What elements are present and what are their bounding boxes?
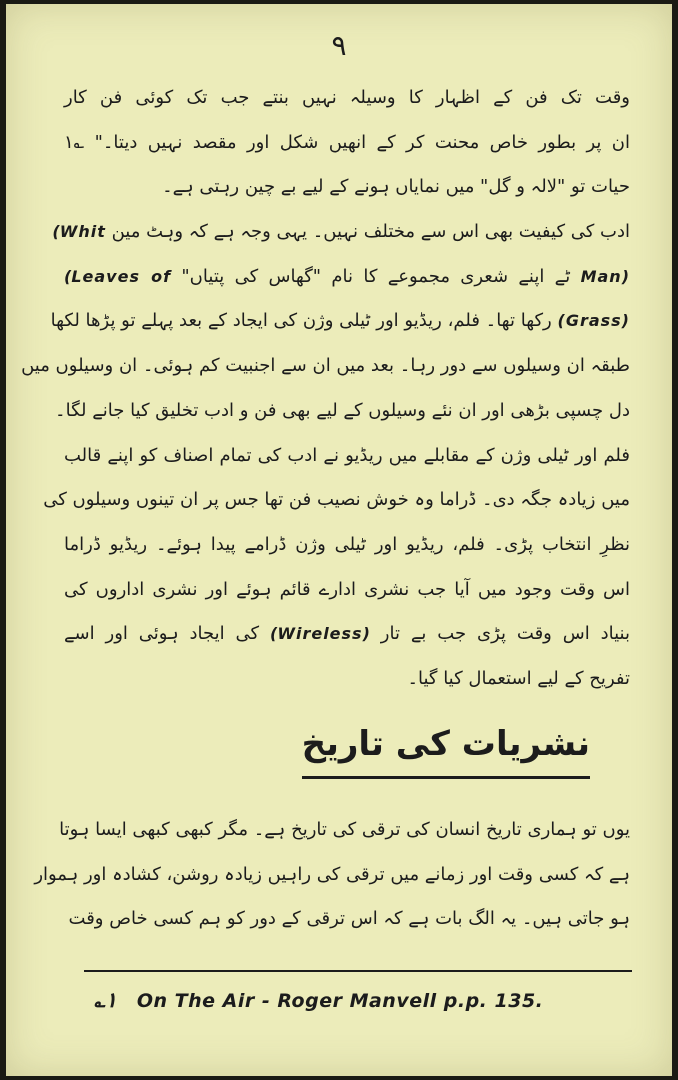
latin-text: (Whit	[52, 222, 106, 242]
text-line	[50, 299, 630, 344]
book-page	[6, 4, 672, 1076]
body-text-section	[34, 808, 630, 942]
page-number: ۹	[331, 29, 347, 62]
heading-underline	[302, 776, 590, 779]
urdu-text: رکھا تھا۔ فلم، ریڈیو اور ٹیلی وژن کی ایجاد کے بعد پہلے تو پڑھا لکھا	[50, 310, 552, 332]
latin-text: (Wireless)	[270, 624, 370, 644]
text-line: یوں تو ہماری تاریخ انسان کی ترقی کی تاریخ ہے۔ مگر کبھی کبھی ایسا ہوتا	[59, 819, 630, 840]
section-heading-text: نشریات کی تاریخ	[301, 724, 590, 764]
body-text	[21, 76, 630, 702]
latin-text: (Grass)	[557, 311, 630, 331]
text-line: میں زیادہ جگہ دی۔ ڈراما وہ خوش نصیب فن تھا جس پر ان تینوں وسیلوں کی	[43, 489, 630, 511]
footnote	[94, 986, 543, 1016]
urdu-text: ادب کی کیفیت بھی اس سے مختلف نہیں۔ یہی وجہ ہے کہ وہٹ مین	[111, 221, 630, 243]
text-line: ان پر بطور خاص محنت کر کے انھیں شکل اور مقصد نہیں دیتا۔" ؎۱	[64, 131, 630, 153]
text-line: تفریح کے لیے استعمال کیا گیا۔	[407, 667, 630, 689]
text-line	[64, 612, 630, 657]
text-line: طبقہ ان وسیلوں سے دور رہا۔ بعد میں ان سے اجنبیت کم ہوئی۔ ان وسیلوں میں	[21, 355, 630, 377]
text-line	[64, 255, 630, 300]
urdu-text: ٹے اپنے شعری مجموعے کا نام "گھاس کی پتیاں"	[181, 265, 571, 287]
urdu-text: کی ایجاد ہوئی اور اسے	[64, 623, 260, 645]
urdu-text: بنیاد اس وقت پڑی جب بے تار	[380, 623, 630, 645]
footnote-marker: ؎۱	[94, 990, 117, 1012]
text-line: وقت تک فن کے اظہار کا وسیلہ نہیں بنتے جب تک کوئی فن کار	[64, 87, 630, 108]
footnote-text: On The Air - Roger Manvell p.p. 135.	[136, 990, 544, 1012]
text-line: ہے کہ کسی وقت اور زمانے میں ترقی کی راہیں زیادہ روشن، کشادہ اور ہموار	[34, 863, 630, 885]
text-line: ہو جاتی ہیں۔ یہ الگ بات ہے کہ اس ترقی کے دور کو ہم کسی خاص وقت	[68, 908, 630, 930]
text-line: حیات تو "لالہ و گل" میں نمایاں ہونے کے لیے بے چین رہتی ہے۔	[162, 176, 630, 198]
latin-text: (Leaves of	[64, 266, 172, 286]
latin-text: Man)	[580, 266, 630, 286]
text-line: فلم اور ٹیلی وژن کے مقابلے میں ریڈیو نے ادب کی تمام اصناف کو اپنے قالب	[64, 444, 630, 466]
text-line: دل چسپی بڑھی اور ان نئے وسیلوں کے لیے بھی فن و ادب تخلیق کیا جانے لگا۔	[55, 399, 630, 421]
text-line: نظرِ انتخاب پڑی۔ فلم، ریڈیو اور ٹیلی وژن ڈرامے پیدا ہوئے۔ ریڈیو ڈراما	[64, 533, 630, 555]
section-heading	[302, 716, 590, 779]
footnote-divider	[84, 970, 632, 972]
text-line	[52, 210, 630, 255]
text-line: اس وقت وجود میں آیا جب نشری ادارے قائم ہوئے اور نشری اداروں کی	[64, 578, 630, 600]
